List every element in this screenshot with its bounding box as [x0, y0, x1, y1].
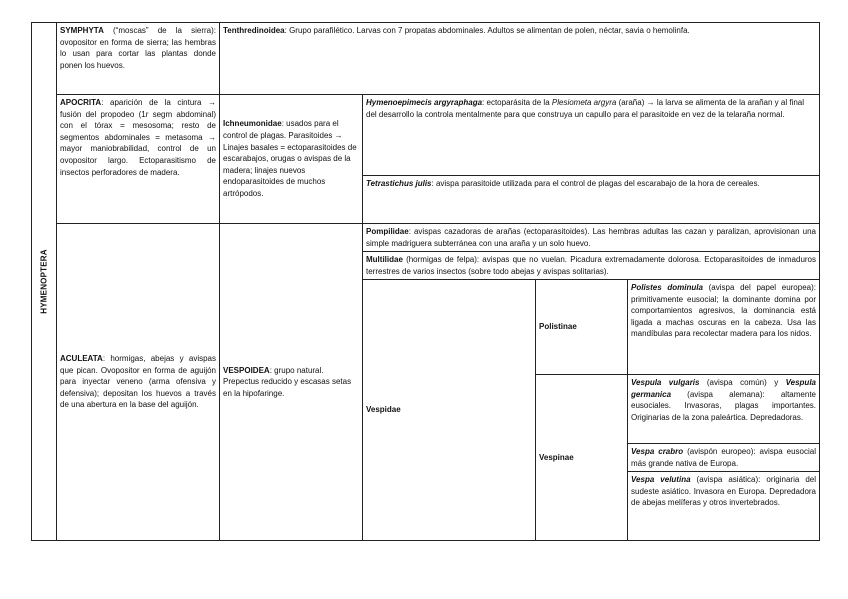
polistes-cell	[628, 280, 819, 374]
vespoidea-cell	[220, 224, 362, 540]
tetrastichus-text: : avispa parasitoide utilizada para el control de plagas del escarabajo de la hora de cereales.	[431, 179, 760, 188]
vespula-text: (avispa alemana): altamente eusociales. Invasoras, plagas importantes. Originarias de la zona paleártica. Depredadoras.	[631, 389, 816, 422]
vespula-vulgaris-name: Vespula vulgaris	[631, 378, 700, 387]
pompilidae-text: : avispas cazadoras de arañas (ectoparasitoides). Las hembras adultas las cazan y paralizan, aprovisionan una simple madriguera subterránea con una araña y un solo huevo.	[366, 227, 816, 248]
vespidae-name: Vespidae	[366, 405, 401, 415]
aculeata-cell	[57, 224, 219, 540]
mutillidae-cell	[363, 252, 819, 279]
vespidae-cell	[363, 280, 535, 540]
vespa-crabro-name: Vespa crabro	[631, 447, 684, 456]
tenthredinoidea-cell	[220, 23, 819, 94]
polistes-name: Polistes dominula	[631, 283, 703, 292]
ichneumonidae-cell	[220, 95, 362, 223]
vespula-germanica-name: Vespula germanica	[631, 378, 816, 399]
symphyta-cell	[57, 23, 219, 94]
tenthredinoidea-name: Tenthredinoidea	[223, 26, 285, 35]
order-label: HYMENOPTERA	[39, 248, 49, 314]
vespa-velutina-text: (avispa asiática): originaria del sudeste asiático. Invasora en Europa. Depredadora de abejas melíferas y otros invertebrados.	[631, 475, 816, 508]
mutillidae-text: (hormigas de felpa): avispas que no vuelan. Picadura extremadamente dolorosa. Ectoparasitoides de inmaduros terrestres de varios insectos (sobre todo abejas y avispas solitarias).	[366, 255, 816, 276]
table-border-right	[819, 22, 820, 541]
table-border-bottom	[31, 540, 820, 541]
hymenoepimecis-text2: (araña) → la larva se alimenta de la arañan y al final del desarrollo la controla mentalmente para que construya un capullo para el parasitoide en vez de la telaraña normal.	[366, 98, 805, 119]
vespa-velutina-name: Vespa velutina	[631, 475, 691, 484]
crabro-cell	[628, 444, 819, 471]
tenthredinoidea-text: : Grupo parafilético. Larvas con 7 propatas abdominales. Adultos se alimentan de polen, néctar, savia o hemolinfa.	[284, 26, 690, 35]
order-cell	[31, 22, 57, 540]
vespoidea-name: VESPOIDEA	[223, 365, 270, 375]
polistinae-name: Polistinae	[539, 322, 577, 332]
symphyta-text: (“moscas” de la sierra): ovopositor en forma de sierra; las hembras lo usan para cortar las plantas donde ponen los huevos.	[60, 26, 216, 70]
symphyta-name: SYMPHYTA	[60, 26, 104, 35]
tetrastichus-name: Tetrastichus julis	[366, 179, 432, 188]
tetrastichus-cell	[363, 176, 819, 223]
apocrita-name: APOCRITA	[60, 98, 102, 107]
vespa-crabro-text: (avispón europeo): avispa eusocial más grande nativa de Europa.	[631, 447, 816, 468]
hymenoepimecis-cell	[363, 95, 819, 175]
velutina-cell	[628, 472, 819, 540]
plesiometa-name: Plesiometa argyra	[551, 98, 617, 107]
vespoidea-text: : grupo natural. Prepectus reducido y escasas setas en la hipofaringe.	[223, 365, 352, 398]
apocrita-text: : aparición de la cintura → fusión del propodeo (1r segm abdominal) con el tórax = mesosoma; resto de segmentos abdominales = metasoma → mayor maniobrabilidad, control de un ovopositor largo. Ectoparasitismo de insectos perforadores de madera.	[60, 98, 216, 177]
ichneumonidae-name: Ichneumonidae	[223, 119, 282, 129]
pompilidae-cell	[363, 224, 819, 251]
vespula-vulgaris-common: (avispa común) y	[699, 378, 786, 387]
hymenoepimecis-name: Hymenoepimecis argyraphaga	[366, 98, 483, 107]
mutillidae-name: Multilidae	[366, 255, 403, 264]
hymenoepimecis-text1: : ectoparásita de la	[482, 98, 552, 107]
apocrita-cell	[57, 95, 219, 223]
polistinae-cell	[536, 280, 627, 374]
ichneumonidae-text: : usados para el control de plagas. Parasitoides → Linajes basales = ectoparasitoides de escarabajos, orugas o avispas de la madera; linajes nuevos endoparasitoides de muchos artrópodos.	[223, 119, 357, 198]
vespinae-cell	[536, 375, 627, 540]
polistes-text: (avispa del papel europea): primitivamente eusocial; la dominante domina por comportamientos agresivos, la dominancia está ligada a machas oscuras en la cabeza. Usa las mandíbulas para recolectar madera para los nidos.	[631, 283, 816, 339]
aculeata-text: : hormigas, abejas y avispas que pican. Ovopositor en forma de aguijón para inyectar veneno (arma ofensiva y defensiva); depositan los huevos a través de una abertura en la base del aguijón.	[60, 354, 216, 410]
pompilidae-name: Pompilidae	[366, 227, 409, 236]
vespinae-name: Vespinae	[539, 452, 574, 462]
vespula-cell	[628, 375, 819, 443]
aculeata-name: ACULEATA	[60, 354, 103, 364]
